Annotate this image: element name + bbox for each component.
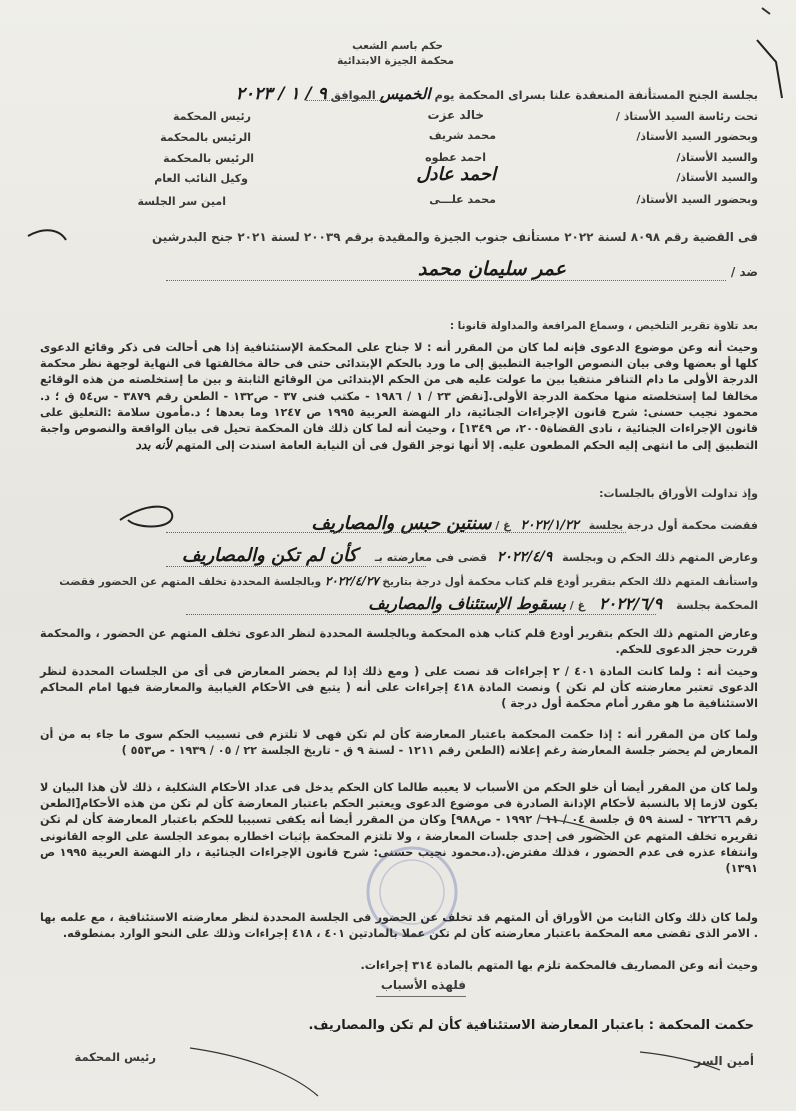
defendant-name: عمر سليمان محمد [417, 258, 566, 280]
defendant-dotted-rule [166, 280, 726, 281]
bench-prefix-2: وبحضور السيد الأستاذ/ [636, 130, 758, 143]
first-instance-prefix: غ / [495, 519, 511, 532]
bench-title-3: الرئيس بالمحكمة [163, 152, 254, 165]
appeal-line-2 [368, 594, 758, 613]
appeal-session-label: المحكمة بجلسة [676, 599, 758, 612]
bench-title-5: امين سر الجلسة [137, 195, 226, 208]
bench-prefix-5: وبحضور السيد الأستاذ/ [636, 193, 758, 206]
appeal-verdict: بسقوط الإستئناف والمصاريف [368, 594, 566, 613]
title-underline [376, 996, 466, 997]
first-instance-verdict: سنتين حبس والمصاريف [311, 513, 492, 534]
opposition-date: ٢٠٢٢/٤/٩ [496, 549, 553, 565]
bench-name-1: خالد عزت [427, 108, 484, 122]
case-number: فى القضية رقم ٨٠٩٨ لسنة ٢٠٢٢ مستأنف جنوب الجيزة والمقيدة برقم ٢٠٠٣٩ لسنة ٢٠٢١ جنح البدرشين [151, 230, 758, 244]
dotted-rule [186, 614, 656, 615]
bench-prefix-3: والسيد الأستاذ/ [676, 151, 758, 164]
paragraph-costs: وحيث أنه وعن المصاريف فالمحكمة تلزم بها المتهم بالمادة ٣١٤ إجراءات. [360, 959, 758, 972]
bench-name-4: احمد عادل [416, 164, 496, 185]
header-title: حكم باسم الشعب [352, 40, 443, 52]
bench-title-1: رئيس المحكمة [173, 110, 251, 123]
bench-name-5: محمد علـــى [429, 193, 496, 206]
bench-prefix-4: والسيد الأستاذ/ [676, 171, 758, 184]
paragraph-facts [40, 340, 758, 454]
bench-title-2: الرئيس بالمحكمة [160, 131, 251, 144]
bench-name-2: محمد شريف [428, 129, 496, 142]
scribble-mark [120, 507, 172, 527]
paragraph-opposition: وعارض المتهم ذلك الحكم بتقرير أودع قلم كتاب هذه المحكمة وبالجلسة المحددة لنظر الدعوى تخلف المتهم عن الحضور ، والمحكمة قررت حجز الدعوى للحكم. [40, 627, 758, 657]
handwritten-flourish [28, 230, 66, 240]
first-instance-label: فقضت محكمة أول درجة بجلسة [588, 519, 758, 532]
appeal-date: ٢٠٢٢/٤/٢٧ [324, 574, 379, 588]
paragraph-precedent: ولما كان من المقرر أنه : إذا حكمت المحكمة باعتبار المعارضة كأن لم تكن فهى لا تلتزم فى تسبيب الحكم سوى ما جاء به من أن المعارض لم يحضر جلسة المعارضة رغم إعلانه (الطعن رقم ١٢١١ - لسنة ٩ ق - تاريخ الجلسة ٢٢ / ٠٥ / ١٩٣٩ - ص٥٥٣ ) [40, 728, 758, 758]
court-name: محكمة الجيزة الابتدائية [337, 55, 454, 67]
corner-mark [762, 8, 770, 14]
paragraph-formal-ruling: ولما كان من المقرر أيضا أن خلو الحكم من الأسباب لا يعيبه طالما كان الحكم يدخل فى عداد الأحكام الشكلية ، ذلك لأن هذا البيان لا يكون لازما إلا بالنسبة لأحكام الإدانة الصادرة فى موضوع الدعوى ويعتبر الحكم باعتبار المعارضة كأن لم تكن من هذه الأحكام[الطعن رقم ٦٢٢٦٦ - لسنة ٥٩ ق جلسة ٠٤ / ١١ / ١٩٩٢ - ص٩٨٨] وكان من المقرر أيضا أنه يكفى تسبيبا للحكم باعتبار المعارضة كأن لم تكن تقريره تخلف المتهم عن الحضور فى إحدى جلسات المعارضة ، ولا تلتزم المحكمة بإثبات اخطاره بموعد الجلسة على الوجه القانونى وانتفاء عذره فى عدم الحضور ، فذلك مفترض.(د.محمود نجيب حسنى: شرح قانون الإجراءات الجنائية ، دار النهضة العربية ١٩٩٥ ص ١٣٩١) [40, 781, 759, 876]
opposition-row [182, 545, 758, 566]
reasons-title: فلهذه الأسباب [380, 978, 466, 992]
first-instance-row [311, 513, 758, 534]
dotted-rule [166, 566, 426, 567]
margin-tick-mark [757, 40, 782, 98]
appeal-session-date: ٢٠٢٢/٦/٩ [599, 594, 663, 613]
opposition-verdict: كأن لم تكن والمصاريف [181, 545, 358, 566]
paragraph-conclusion: ولما كان ذلك وكان الثابت من الأوراق أن المتهم قد تخلف عن الحضور فى الجلسة المحددة لنظر معارضته الاستئنافية ، مع علمه بها . الامر الذى تقضى معه المحكمة باعتبار معارضته كأن لم تكن عملا بالمادتين ٤٠١ ، ٤١٨ إجراءات وذلك على النحو الوارد بمنطوقه. [40, 911, 758, 941]
against-label: ضد / [730, 265, 758, 279]
opposition-mid: قضى فى معارضته بـ [374, 551, 488, 564]
secretary-signature-label: أمين السر [694, 1054, 754, 1068]
session-date: ٩ / ١ / ٢٠٢٣ [235, 84, 327, 104]
appeal-text: واستأنف المتهم ذلك الحكم بتقرير أودع قلم كتاب محكمة أول درجة بتاريخ [382, 576, 758, 588]
first-instance-date: ٢٠٢٢/١/٢٢ [520, 518, 579, 533]
intro-line: بعد تلاوة تقرير التلخيص ، وسماع المرافعة والمداولة قانونا : [449, 320, 758, 332]
pen-stroke [190, 1048, 318, 1096]
bench-prefix-1: تحت رئاسة السيد الأستاذ / [615, 110, 758, 123]
session-line [236, 84, 758, 104]
dotted-rule [306, 100, 386, 101]
session-day: الخميس [379, 85, 431, 103]
president-signature-label: رئيس المحكمة [74, 1050, 156, 1064]
appeal-text-end: وبالجلسة المحددة تخلف المتهم عن الحضور فقضت [59, 576, 322, 588]
opposition-label: وعارض المتهم ذلك الحكم ن وبجلسة [562, 551, 758, 564]
sessions-intro: وإذ تداولت الأوراق بالجلسات: [599, 487, 758, 500]
session-text: بجلسة الجنح المستأنفة المنعقدة علنا بسراى المحكمة يوم [434, 88, 758, 102]
court-ruling: حكمت المحكمة : باعتبار المعارضة الاستئنافية كأن لم تكن والمصاريف. [308, 1018, 754, 1033]
dotted-rule [166, 532, 626, 533]
appeal-line-1 [59, 574, 758, 588]
paragraph-facts-text: وحيث أنه وعن موضوع الدعوى فإنه لما كان من المقرر أنه : لا جناح على المحكمة الإستئنافية إذا هى أحالت فى ذكر وقائع الدعوى كلها أو بعضها وفى بيان النصوص الواجبة التطبيق إلى ما ورد بالحكم الإبتدائى حتى فى حالة مخالفتها فى النهاية لوجهة نظر محكمة الدرجة الأولى ما دام التنافر منتفيا بين ما عولت عليه هى من الحكم الإبتدائى من الوقائع الثابتة و بين ما إستخلصته من هذه الوقائع مخالفا لما إستخلصته منها محكمة الدرجة الأولى.[نقض ٢٣ / ١ / ١٩٨٦ - مكتب فنى ٣٧ - ص١٣٢ - الطعن رقم ٣٨٧٩ - س٥٤ ق ؛ د. محمود نجيب حسنى: شرح قانون الإجراءات الجنائية، دار النهضة العربية ١٩٩٥ ص ١٢٤٧ وما بعدها ؛ د.مأمون سلامة :التعليق على قانون الإجراءات الجنائية ، نادى القضاة٢٠٠٥، ص ١٣٤٩] ، وحيث أنه لما كان ذلك فان المحكمة تحيل فى بيان الواقعة والنصوص واجبة التطبيق إلى ما انتهى إليه الحكم المطعون عليه. إلا أنها توجز القول فى أن النيابة العامة اسندت إلى المتهم [40, 341, 758, 453]
session-mid: الموافق [330, 88, 376, 102]
paragraph-law-articles: وحيث أنه : ولما كانت المادة ٤٠١ / ٢ إجراءات قد نصت على ( ومع ذلك إذا لم يحضر المعارض فى أى من الجلسات المحددة لنظر الدعوى تعتبر معارضته كأن لم تكن ) ونصت المادة ٤١٨ إجراءات على أنه ( يتبع فى الأحكام الغيابية والمعارضة فيها امام المحاكم الاستئنافية ما هو مقرر أمام محكمة أول درجة ) [40, 665, 758, 711]
bench-name-3: احمد عطوه [425, 151, 486, 164]
charge-handwritten: لأنه بدد [135, 438, 172, 453]
bench-title-4: وكيل النائب العام [154, 172, 248, 185]
appeal-verdict-prefix: غ / [569, 599, 586, 612]
